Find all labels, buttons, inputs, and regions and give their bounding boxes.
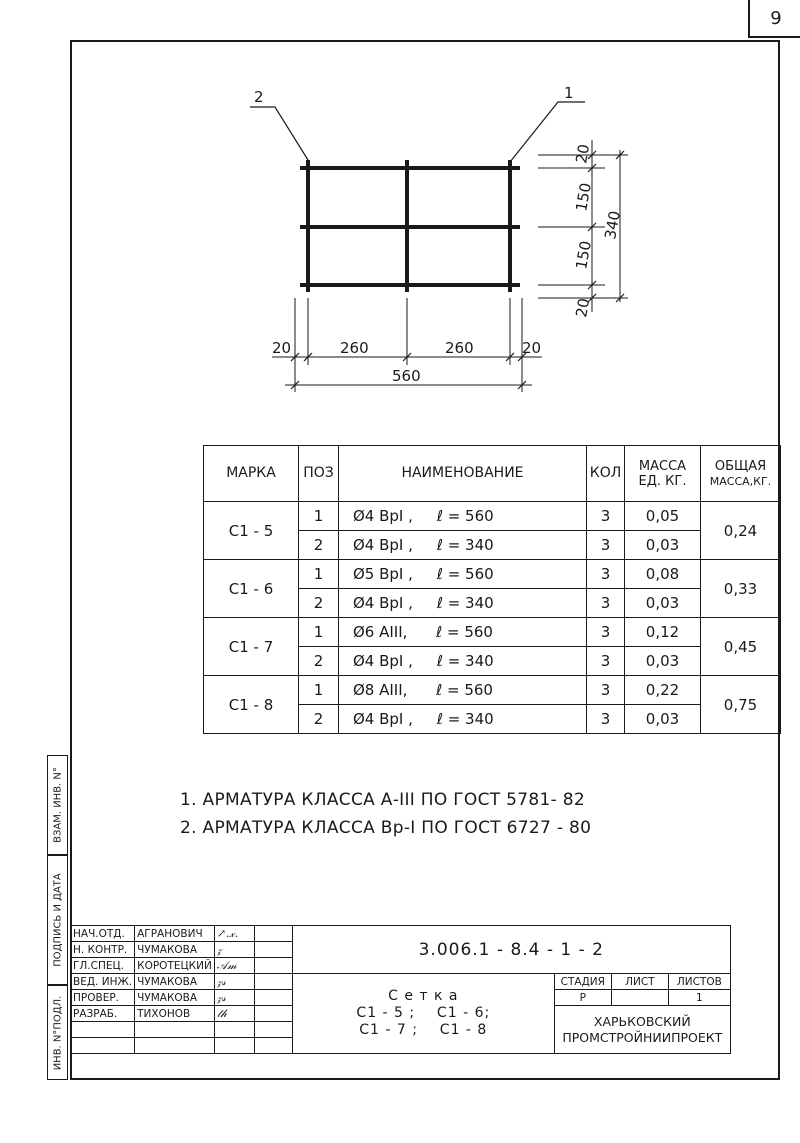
dim-right-4: 20	[572, 296, 594, 319]
mass-cell: 0,03	[625, 705, 701, 734]
mass-cell: 0,12	[625, 618, 701, 647]
qty-cell: 3	[587, 618, 625, 647]
staff-name: ЧУМАКОВА	[135, 990, 215, 1006]
dim-bottom-4: 20	[522, 339, 542, 357]
specification-table	[203, 445, 781, 734]
margin-inv-label: ИНВ. N°ПОДЛ.	[52, 995, 63, 1070]
staff-signature: 𝓏𝓈	[214, 990, 254, 1006]
mass-cell: 0,03	[625, 589, 701, 618]
total-mass-cell: 0,33	[701, 560, 781, 618]
stage-value: Р	[554, 990, 611, 1006]
name-cell: Ø4 ВрI , ℓ = 340	[339, 589, 587, 618]
mark-cell: С1 - 5	[204, 502, 299, 560]
qty-cell: 3	[587, 676, 625, 705]
drawing-title-line3: С1 - 7 ; С1 - 8	[359, 1022, 488, 1038]
sheet-value	[611, 990, 668, 1006]
pos-cell: 2	[299, 531, 339, 560]
mesh-drawing	[230, 80, 650, 410]
qty-cell: 3	[587, 647, 625, 676]
qty-cell: 3	[587, 531, 625, 560]
header-total-mass	[701, 446, 781, 502]
dim-right-1: 20	[572, 142, 594, 165]
document-code: 3.006.1 - 8.4 - 1 - 2	[292, 926, 730, 974]
staff-role: НАЧ.ОТД.	[71, 926, 135, 942]
staff-role: РАЗРАБ.	[71, 1006, 135, 1022]
mass-cell: 0,05	[625, 502, 701, 531]
staff-role: ПРОВЕР.	[71, 990, 135, 1006]
organization-line2: ПРОМСТРОЙНИИПРОЕКТ	[562, 1029, 723, 1045]
sheet-number: 9	[748, 0, 800, 38]
dim-bottom-2: 260	[340, 339, 369, 357]
mark-cell: С1 - 6	[204, 560, 299, 618]
margin-vzam-box	[47, 755, 68, 855]
table-row	[204, 560, 781, 589]
total-mass-cell: 0,75	[701, 676, 781, 734]
drawing-title	[292, 974, 554, 1054]
title-block	[70, 925, 731, 1054]
staff-name: ЧУМАКОВА	[135, 974, 215, 990]
dim-total-height: 340	[601, 209, 624, 241]
organization-line1: ХАРЬКОВСКИЙ	[593, 1013, 691, 1029]
note-2: 2. АРМАТУРА КЛАССА Вр-I ПО ГОСТ 6727 - 80	[180, 818, 592, 838]
sheet-label: ЛИСТ	[611, 974, 668, 990]
pos-cell: 2	[299, 589, 339, 618]
pos-label-2: 2	[254, 88, 264, 106]
dim-bottom-3: 260	[445, 339, 474, 357]
table-row	[204, 676, 781, 705]
header-unit-mass	[625, 446, 701, 502]
qty-cell: 3	[587, 705, 625, 734]
table-row	[204, 502, 781, 531]
mark-cell: С1 - 7	[204, 618, 299, 676]
header-mark: МАРКА	[204, 446, 299, 502]
dim-right-2: 150	[572, 181, 595, 213]
staff-signature: 𝓏	[214, 942, 254, 958]
table-row	[204, 618, 781, 647]
total-mass-cell: 0,45	[701, 618, 781, 676]
note-1: 1. АРМАТУРА КЛАССА А-III ПО ГОСТ 5781- 82	[180, 790, 586, 810]
name-cell: Ø4 ВрI , ℓ = 340	[339, 647, 587, 676]
margin-podpis-label: ПОДПИСЬ И ДАТА	[52, 873, 63, 967]
mass-cell: 0,22	[625, 676, 701, 705]
drawing-title-line2: С1 - 5 ; С1 - 6;	[356, 1005, 491, 1021]
margin-vzam-label: ВЗАМ. ИНВ. N°	[52, 767, 63, 843]
mass-cell: 0,03	[625, 531, 701, 560]
total-mass-cell: 0,24	[701, 502, 781, 560]
staff-role: ГЛ.СПЕЦ.	[71, 958, 135, 974]
name-cell: Ø4 ВрI , ℓ = 560	[339, 502, 587, 531]
name-cell: Ø4 ВрI , ℓ = 340	[339, 705, 587, 734]
qty-cell: 3	[587, 560, 625, 589]
dim-total-width: 560	[392, 367, 421, 385]
pos-cell: 2	[299, 705, 339, 734]
header-unit-mass-line2: ЕД. КГ.	[638, 473, 687, 489]
name-cell: Ø5 ВрI , ℓ = 560	[339, 560, 587, 589]
qty-cell: 3	[587, 502, 625, 531]
pos-cell: 1	[299, 560, 339, 589]
margin-podpis-box	[47, 855, 68, 985]
staff-name: КОРОТЕЦКИЙ	[135, 958, 215, 974]
staff-signature: ↗.𝓍.	[214, 926, 254, 942]
mass-cell: 0,08	[625, 560, 701, 589]
qty-cell: 3	[587, 589, 625, 618]
name-cell: Ø8 АIII, ℓ = 560	[339, 676, 587, 705]
header-qty: КОЛ	[587, 446, 625, 502]
header-total-mass-line2: МАССА,КГ.	[709, 474, 772, 488]
header-total-mass-line1: ОБЩАЯ	[714, 458, 767, 474]
mark-cell: С1 - 8	[204, 676, 299, 734]
sheets-label: ЛИСТОВ	[668, 974, 730, 990]
header-name: НАИМЕНОВАНИЕ	[339, 446, 587, 502]
stage-label: СТАДИЯ	[554, 974, 611, 990]
table-header-row	[204, 446, 781, 502]
drawing-title-line1: С е т к а	[388, 988, 459, 1004]
header-pos: ПОЗ	[299, 446, 339, 502]
staff-signature: 𝓉𝒽	[214, 1006, 254, 1022]
staff-role: Н. КОНТР.	[71, 942, 135, 958]
header-unit-mass-line1: МАССА	[638, 458, 687, 474]
staff-signature: 𝓏𝓈	[214, 974, 254, 990]
pos-cell: 2	[299, 647, 339, 676]
pos-cell: 1	[299, 676, 339, 705]
name-cell: Ø6 АIII, ℓ = 560	[339, 618, 587, 647]
staff-name: ЧУМАКОВА	[135, 942, 215, 958]
pos-cell: 1	[299, 618, 339, 647]
organization	[554, 1006, 730, 1054]
staff-signature: 𝒜𝓂	[214, 958, 254, 974]
name-cell: Ø4 ВрI , ℓ = 340	[339, 531, 587, 560]
staff-role: ВЕД. ИНЖ.	[71, 974, 135, 990]
sheets-value: 1	[668, 990, 730, 1006]
pos-label-1: 1	[564, 84, 574, 102]
mass-cell: 0,03	[625, 647, 701, 676]
pos-cell: 1	[299, 502, 339, 531]
dim-right-3: 150	[572, 239, 595, 271]
staff-name: ТИХОНОВ	[135, 1006, 215, 1022]
dim-bottom-1: 20	[272, 339, 292, 357]
margin-inv-box	[47, 985, 68, 1080]
staff-name: АГРАНОВИЧ	[135, 926, 215, 942]
